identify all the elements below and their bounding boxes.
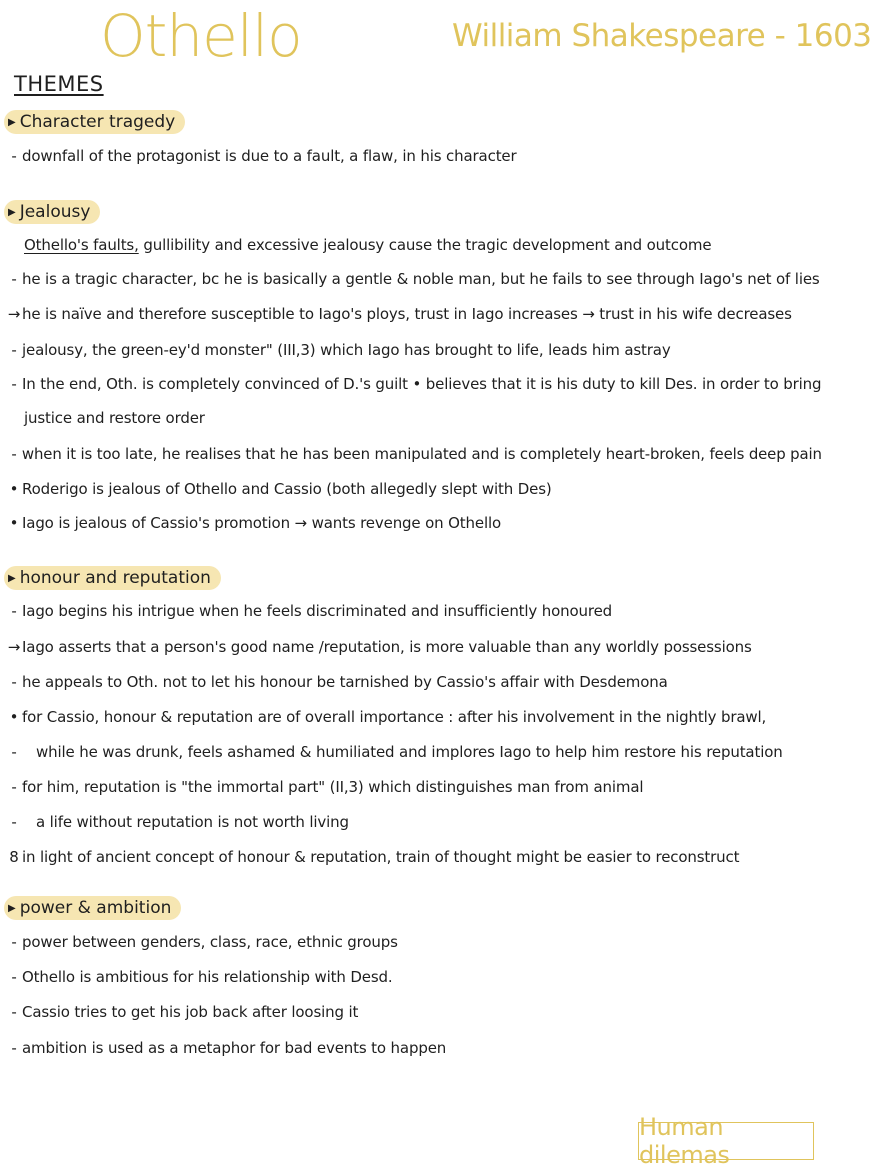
bullet-marker: -	[11, 445, 17, 463]
section-character-tragedy	[4, 108, 185, 136]
list-item	[24, 407, 205, 429]
list-item	[6, 268, 820, 290]
bullet-marker: 8	[9, 848, 19, 866]
list-item-text: In the end, Oth. is completely convinced of D.'s guilt • believes that it is his duty to kill Des. in order to bring	[22, 375, 822, 393]
list-item	[6, 931, 398, 953]
list-item	[6, 303, 792, 325]
list-item	[6, 741, 783, 763]
list-item-text: he is a tragic character, bc he is basically a gentle & noble man, but he fails to see through Iago's net of lies	[22, 270, 820, 288]
bullet-marker: -	[11, 1039, 17, 1057]
list-item-text: Othello is ambitious for his relationship with Desd.	[22, 968, 393, 986]
bullet-marker: •	[9, 480, 19, 498]
section-honour-reputation	[4, 564, 221, 592]
page-title: Othello	[100, 2, 302, 70]
bullet-marker: -	[11, 743, 17, 761]
list-item-text: in light of ancient concept of honour & reputation, train of thought might be easier to reconstruct	[22, 848, 740, 866]
section-label: honour and reputation	[19, 568, 211, 588]
list-item	[6, 600, 612, 622]
bullet-marker: -	[11, 778, 17, 796]
list-item	[6, 636, 752, 658]
list-item	[6, 811, 349, 833]
list-item	[6, 443, 822, 465]
list-item-text: justice and restore order	[24, 409, 205, 427]
bullet-marker: -	[11, 933, 17, 951]
list-item-text: Cassio tries to get his job back after loosing it	[22, 1003, 359, 1021]
bullet-marker: -	[11, 1003, 17, 1021]
list-item-text: he appeals to Oth. not to let his honour be tarnished by Cassio's affair with Desdemona	[22, 673, 668, 691]
list-item	[6, 478, 552, 500]
list-item	[6, 966, 393, 988]
list-item-text: Roderigo is jealous of Othello and Cassio (both allegedly slept with Des)	[22, 480, 552, 498]
triangle-bullet-icon: ▶	[8, 116, 16, 128]
list-item-text: when it is too late, he realises that he has been manipulated and is completely heart-broken, feels deep pain	[21, 445, 822, 463]
triangle-bullet-icon: ▶	[8, 206, 16, 218]
list-item-text: power between genders, class, race, ethnic groups	[22, 933, 398, 951]
bullet-marker: -	[11, 147, 17, 165]
list-item	[6, 706, 766, 728]
list-item-text: for him, reputation is "the immortal part" (II,3) which distinguishes man from animal	[22, 778, 644, 796]
bullet-marker: -	[11, 968, 17, 986]
list-item	[6, 671, 668, 693]
list-item-text: jealousy, the green-ey'd monster" (III,3) which Iago has brought to life, leads him astray	[22, 341, 671, 359]
list-item-text: ambition is used as a metaphor for bad events to happen	[22, 1039, 447, 1057]
author-line: William Shakespeare - 1603	[452, 18, 872, 54]
bullet-marker: •	[9, 708, 19, 726]
section-label: power & ambition	[19, 898, 172, 918]
footer-tag: Human dilemas	[638, 1122, 814, 1160]
bullet-marker: →	[7, 638, 21, 656]
list-item	[6, 776, 643, 798]
bullet-marker: -	[11, 673, 17, 691]
bullet-marker: •	[9, 514, 19, 532]
bullet-marker: -	[11, 375, 17, 393]
list-item-text: downfall of the protagonist is due to a fault, a flaw, in his character	[22, 147, 517, 165]
list-item-text: gullibility and excessive jealousy cause the tragic development and outcome	[138, 236, 712, 254]
section-power-ambition	[4, 894, 181, 922]
list-item	[24, 234, 711, 256]
bullet-marker: -	[11, 602, 17, 620]
list-item-text: Iago begins his intrigue when he feels discriminated and insufficiently honoured	[22, 602, 613, 620]
list-item	[6, 1001, 358, 1023]
list-item-text: Iago asserts that a person's good name /reputation, is more valuable than any worldly possessions	[22, 638, 752, 656]
list-item-text: while he was drunk, feels ashamed & humiliated and implores Iago to help him restore his reputation	[36, 743, 783, 761]
list-item-text: a life without reputation is not worth living	[36, 813, 349, 831]
section-jealousy	[4, 198, 100, 226]
bullet-marker: →	[7, 305, 21, 323]
themes-heading: THEMES	[14, 72, 104, 96]
bullet-marker: -	[11, 270, 17, 288]
bullet-marker: -	[11, 341, 17, 359]
list-item	[6, 512, 501, 534]
section-label: Character tragedy	[19, 112, 176, 132]
list-item-text: Othello's faults,	[24, 236, 139, 254]
list-item-text: he is naïve and therefore susceptible to Iago's ploys, trust in Iago increases → trust in his wife decreases	[22, 305, 792, 323]
triangle-bullet-icon: ▶	[8, 572, 16, 584]
list-item	[6, 145, 517, 167]
list-item-text: for Cassio, honour & reputation are of overall importance : after his involvement in the nightly brawl,	[22, 708, 767, 726]
list-item-text: Iago is jealous of Cassio's promotion → wants revenge on Othello	[22, 514, 502, 532]
section-label: Jealousy	[19, 202, 91, 222]
list-item	[6, 373, 821, 395]
list-item	[6, 846, 739, 868]
list-item	[6, 1037, 446, 1059]
bullet-marker: -	[11, 813, 17, 831]
triangle-bullet-icon: ▶	[8, 902, 16, 914]
list-item	[6, 339, 671, 361]
